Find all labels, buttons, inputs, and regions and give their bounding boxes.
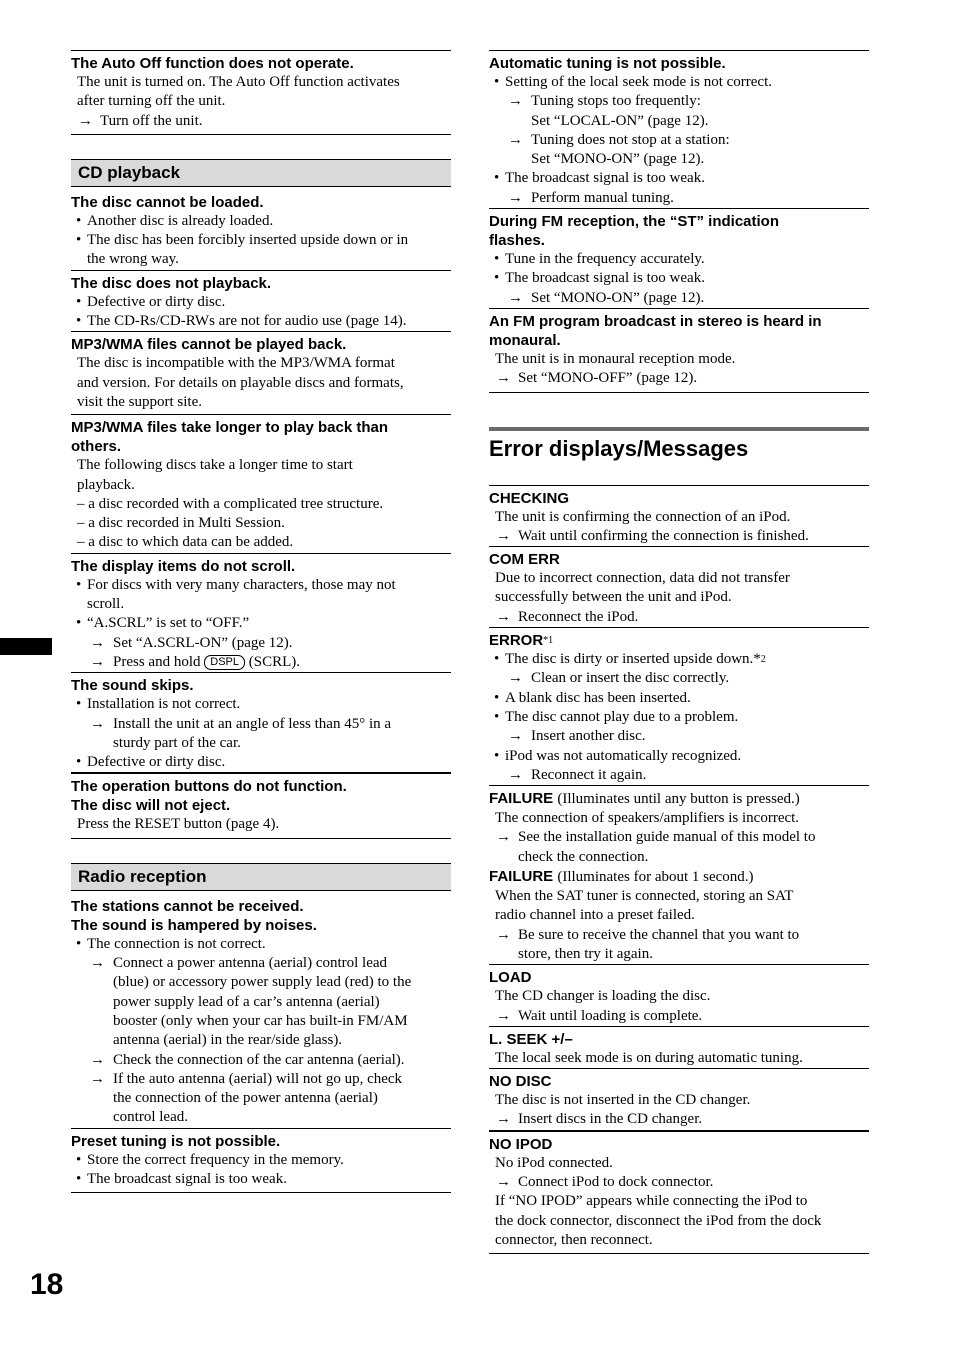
bullet-line: • Another disc is already loaded.: [71, 212, 451, 231]
item-stations-not-received: [71, 897, 451, 1128]
remedy-line: → Insert discs in the CD changer.: [489, 1110, 869, 1129]
bullet-line: • iPod was not automatically recognized.: [489, 747, 869, 766]
bullet-line: • Tune in the frequency accurately.: [489, 250, 869, 269]
remedy-line: → Turn off the unit.: [71, 112, 451, 134]
item-title: others.: [71, 438, 122, 456]
bullet-line: • Store the correct frequency in the memory.: [71, 1151, 451, 1170]
text-line: radio channel into a preset failed.: [495, 907, 695, 924]
text-line: Due to incorrect connection, data did not transfer: [495, 570, 790, 587]
text-span: The disc is dirty or inserted upside down.*: [505, 651, 761, 668]
item-st-flashes: [489, 208, 869, 308]
item-no-disc: [489, 1068, 869, 1130]
item-title: The stations cannot be received.: [71, 897, 304, 915]
dash-line: – a disc recorded in Multi Session.: [77, 515, 285, 532]
item-title: Automatic tuning is not possible.: [489, 55, 726, 72]
bullet-line: • The broadcast signal is too weak.: [71, 1170, 451, 1192]
text-line: antenna (aerial) in the rear/side glass).: [113, 1032, 343, 1049]
text-line: The CD changer is loading the disc.: [495, 988, 711, 1005]
item-title: The sound is hampered by noises.: [71, 916, 317, 934]
dash-line: – a disc to which data can be added.: [77, 534, 294, 551]
item-no-ipod: [489, 1130, 869, 1254]
section-heading-error-displays: Error displays/Messages: [489, 427, 869, 485]
item-disc-no-playback: [71, 270, 451, 332]
text-line: The connection of speakers/amplifiers is incorrect.: [495, 810, 800, 827]
remedy-line: → Wait until confirming the connection is finished.: [489, 527, 869, 546]
text-line: control lead.: [113, 1109, 188, 1126]
text-line: booster (only when your car has built-in FM/AM: [113, 1012, 408, 1029]
dash-line: – a disc recorded with a complicated tree structure.: [77, 495, 384, 512]
item-title: NO DISC: [489, 1073, 552, 1091]
item-title: An FM program broadcast in stereo is heard in: [489, 312, 822, 330]
remedy-line: → Install the unit at an angle of less than 45° in a: [71, 715, 451, 734]
text-line: visit the support site.: [77, 393, 202, 410]
text-line: Set “LOCAL-ON” (page 12).: [531, 112, 709, 129]
remedy-line: → Tuning stops too frequently:: [489, 92, 869, 111]
text-line: the dock connector, disconnect the iPod from the dock: [495, 1212, 822, 1229]
text-line: Set “MONO-ON” (page 12).: [531, 151, 705, 168]
radio-items-continued: [489, 50, 869, 393]
text-span: Press and hold: [113, 653, 201, 670]
item-title: COM ERR: [489, 551, 560, 569]
text-line: The following discs take a longer time to start: [77, 457, 353, 474]
item-com-err: [489, 546, 869, 627]
item-title: The disc will not eject.: [71, 797, 231, 815]
item-title: [489, 628, 869, 650]
text-line: connector, then reconnect.: [495, 1231, 653, 1248]
remedy-line: → If the auto antenna (aerial) will not go up, check: [71, 1070, 451, 1089]
item-title: MP3/WMA files take longer to play back than: [71, 419, 389, 437]
remedy-line: [71, 653, 451, 672]
text-line: the wrong way.: [87, 251, 179, 268]
remedy-line: → Connect iPod to dock connector.: [489, 1173, 869, 1192]
item-auto-tuning: [489, 50, 869, 208]
item-title: The disc does not playback.: [71, 274, 272, 292]
text-line: playback.: [77, 476, 135, 493]
bullet-line: • The broadcast signal is too weak.: [489, 269, 869, 288]
text-line: successfully between the unit and iPod.: [495, 589, 732, 606]
text-line: No iPod connected.: [495, 1154, 613, 1171]
text-line: The unit is turned on. The Auto Off function activates: [77, 74, 400, 90]
text-line: Press the RESET button (page 4).: [77, 816, 280, 833]
remedy-line: → Check the connection of the car antenna (aerial).: [71, 1051, 451, 1070]
bullet-line: • Installation is not correct.: [71, 695, 451, 714]
text-line: store, then try it again.: [518, 945, 653, 962]
footnote-marker: 2: [760, 654, 766, 666]
item-disc-cannot-load: [71, 193, 451, 270]
section-tab-marker: [0, 638, 52, 655]
item-no-scroll: [71, 553, 451, 672]
item-title: The display items do not scroll.: [71, 557, 296, 575]
item-title: MP3/WMA files cannot be played back.: [71, 336, 347, 354]
title-note: (Illuminates until any button is pressed.): [557, 791, 800, 808]
dspl-button-glyph: DSPL: [204, 655, 245, 670]
text-line: The unit is in monaural reception mode.: [495, 350, 736, 367]
text-line: If “NO IPOD” appears while connecting the iPod to: [495, 1193, 808, 1210]
remedy-line: → Reconnect it again.: [489, 766, 869, 785]
section-heading-cd-playback: CD playback: [71, 159, 451, 187]
item-error: [489, 627, 869, 785]
footnote-marker: *1: [543, 635, 554, 647]
remedy-line: → Insert another disc.: [489, 727, 869, 746]
title-text: FAILURE: [489, 790, 554, 808]
item-title: Preset tuning is not possible.: [71, 1132, 281, 1150]
remedy-line: → See the installation guide manual of this model to: [489, 828, 869, 847]
text-line: sturdy part of the car.: [113, 734, 241, 751]
text-line: and version. For details on playable discs and formats,: [77, 374, 404, 391]
item-mp3-longer: [71, 414, 451, 552]
item-title: [489, 786, 869, 809]
section-heading-radio-reception: Radio reception: [71, 863, 451, 891]
page-number: 18: [30, 1268, 64, 1301]
text-line: (blue) or accessory power supply lead (red) to the: [113, 974, 412, 991]
item-fm-stereo-monaural: [489, 308, 869, 393]
item-title: flashes.: [489, 232, 545, 250]
bullet-line: • The CD-Rs/CD-RWs are not for audio use (page 14).: [71, 312, 451, 331]
item-title: LOAD: [489, 969, 532, 987]
remedy-line: → Reconnect the iPod.: [489, 608, 869, 627]
radio-items: [71, 897, 451, 1194]
remedy-line: → Wait until loading is complete.: [489, 1007, 869, 1026]
bullet-line: • For discs with very many characters, those may not: [71, 576, 451, 595]
item-auto-off: [71, 50, 451, 135]
remedy-line: → Be sure to receive the channel that you want to: [489, 926, 869, 945]
text-line: after turning off the unit.: [77, 93, 226, 110]
item-preset-tuning: [71, 1128, 451, 1194]
item-failure: [489, 785, 869, 964]
title-note: (Illuminates for about 1 second.): [557, 869, 754, 886]
bullet-line: • The disc cannot play due to a problem.: [489, 708, 869, 727]
bullet-line: • Setting of the local seek mode is not correct.: [489, 73, 869, 92]
item-sound-skips: [71, 672, 451, 772]
item-buttons-no-function: [71, 772, 451, 838]
item-l-seek: [489, 1026, 869, 1068]
text-line: The unit is confirming the connection of an iPod.: [495, 508, 791, 525]
item-title: The Auto Off function does not operate.: [71, 55, 354, 72]
text-line: The local seek mode is on during automatic tuning.: [495, 1049, 803, 1066]
text-line: The disc is not inserted in the CD changer.: [495, 1092, 751, 1109]
item-title: The disc cannot be loaded.: [71, 193, 264, 211]
text-line: scroll.: [87, 596, 125, 613]
bullet-line: • A blank disc has been inserted.: [489, 689, 869, 708]
left-column: [71, 50, 451, 1193]
text-line: The disc is incompatible with the MP3/WMA format: [77, 355, 395, 372]
bullet-line: • The broadcast signal is too weak.: [489, 169, 869, 188]
text-span: (SCRL).: [248, 653, 301, 670]
remedy-line: → Connect a power antenna (aerial) control lead: [71, 954, 451, 973]
item-load: [489, 964, 869, 1026]
item-title: monaural.: [489, 331, 561, 349]
bullet-line: • The disc has been forcibly inserted upside down or in: [71, 231, 451, 250]
item-title: During FM reception, the “ST” indication: [489, 213, 780, 231]
item-title: The operation buttons do not function.: [71, 778, 347, 796]
remedy-line: → Clean or insert the disc correctly.: [489, 669, 869, 688]
bullet-line: • Defective or dirty disc.: [71, 293, 451, 312]
remedy-line: → Set “MONO-OFF” (page 12).: [489, 369, 869, 391]
item-title: CHECKING: [489, 489, 570, 507]
remedy-line: → Set “MONO-ON” (page 12).: [489, 289, 869, 308]
bullet-line: • “A.SCRL” is set to “OFF.”: [71, 614, 451, 633]
text-line: check the connection.: [518, 848, 649, 865]
right-column: [489, 50, 869, 1254]
error-items: [489, 485, 869, 1255]
remedy-line: → Set “A.SCRL-ON” (page 12).: [71, 634, 451, 653]
title-text: FAILURE: [489, 868, 554, 886]
cd-playback-items: [71, 193, 451, 839]
bullet-line: • The connection is not correct.: [71, 935, 451, 954]
item-mp3-cannot-play: [71, 331, 451, 414]
bullet-line: • Defective or dirty disc.: [71, 753, 451, 772]
item-checking: [489, 485, 869, 547]
text-line: the connection of the power antenna (aerial): [113, 1090, 378, 1107]
item-title: NO IPOD: [489, 1135, 553, 1153]
remedy-line: → Tuning does not stop at a station:: [489, 131, 869, 150]
text-line: power supply lead of a car’s antenna (aerial): [113, 993, 380, 1010]
item-title: [489, 867, 869, 887]
item-title: The sound skips.: [71, 677, 194, 695]
text-line: When the SAT tuner is connected, storing an SAT: [495, 888, 794, 905]
bullet-line: [489, 650, 869, 669]
title-text: ERROR: [489, 632, 544, 650]
remedy-line: → Perform manual tuning.: [489, 189, 869, 208]
item-title: L. SEEK +/–: [489, 1030, 573, 1048]
